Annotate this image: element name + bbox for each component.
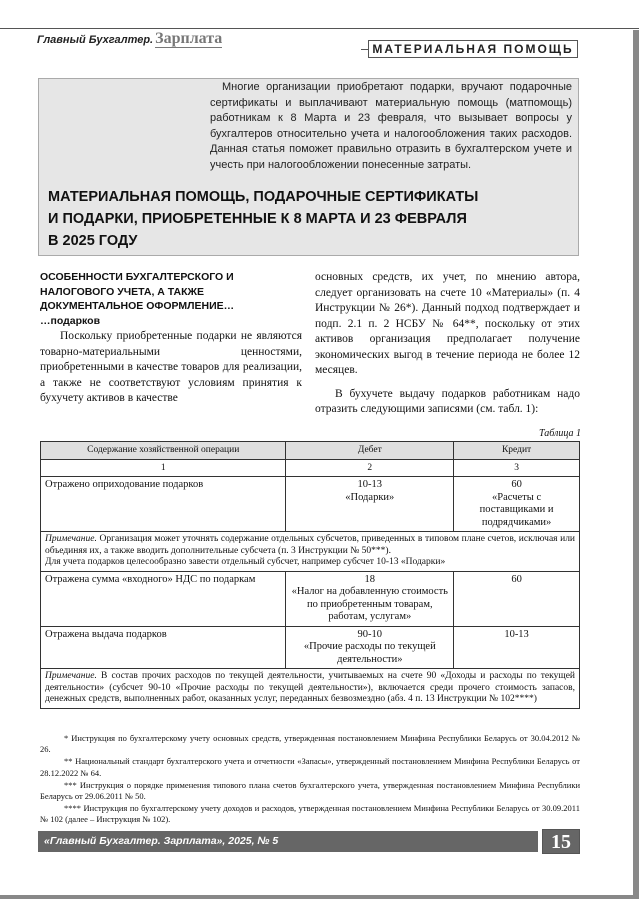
credit-cell	[454, 626, 580, 669]
journal-prefix: Главный Бухгалтер.	[37, 34, 154, 46]
table-header-cell: Дебет	[286, 442, 454, 460]
credit-code: 10-13	[504, 628, 529, 640]
table-note	[41, 532, 580, 572]
note-text: В состав прочих расходов по текущей деятельности, учитываемых на счете 90 «Доходы и расходы по текущей деятельности» (субсчет 90-10 «Прочие расходы по текущей деятельности»), включается среди прочего стоимость запасов, денежных средств, выполненных работ, оказанных услуг, переданных безвозмездно (абз. 4 п. 13 Инструкции № 102****)	[45, 671, 575, 704]
paragraph-right-1: основных средств, их учет, по мнению автора, следует организовать на счете 10 «Материалы» (п. 4 Инструкции № 26*). Данный подход подтверждает и подп. 2.1 п. 2 НСБУ № 64**, поскольку от этих активов организация предполагает получение экономических выгод в течение периода не более 12 месяцев.	[315, 271, 580, 376]
debit-name: «Налог на добавленную стоимость по приобретенным товарам, работам, услугам»	[291, 586, 448, 622]
table-note-row	[41, 669, 580, 709]
section-subsubheading: …подарков	[40, 314, 101, 327]
note-text-2: Для учета подарков целесообразно завести отдельный субсчет, например субсчет 10-13 «Подарки»	[45, 557, 446, 567]
operation-cell: Отражено оприходование подарков	[41, 477, 286, 532]
table-header-cell: Содержание хозяйственной операции	[41, 442, 286, 460]
column-number: 3	[454, 459, 580, 477]
title-line-2: И ПОДАРКИ, ПРИОБРЕТЕННЫЕ К 8 МАРТА И 23 ФЕВРАЛЯ	[48, 211, 467, 227]
title-line-3: В 2025 ГОДУ	[48, 233, 138, 249]
column-number: 1	[41, 459, 286, 477]
debit-cell	[286, 477, 454, 532]
footnote: *** Инструкция о порядке применения типового плана счетов бухгалтерского учета, утвержденная постановлением Минфина Республики Беларусь от 29.06.2011 № 50.	[40, 779, 580, 802]
debit-cell	[286, 571, 454, 626]
credit-name: «Расчеты с поставщиками и подрядчиками»	[479, 491, 554, 528]
debit-name: «Прочие расходы по текущей деятельности»	[303, 641, 436, 665]
table-header-cell: Кредит	[454, 442, 580, 460]
page-shadow-bottom	[0, 895, 639, 899]
journal-header	[37, 30, 222, 48]
page-shadow-right	[633, 30, 639, 899]
column-number: 2	[286, 459, 454, 477]
journal-brand: Зарплата	[155, 30, 223, 47]
footnote: * Инструкция по бухгалтерскому учету основных средств, утвержденная постановлением Минфина Республики Беларусь от 30.04.2012 № 26.	[40, 733, 580, 755]
credit-cell	[454, 571, 580, 626]
footnote: **** Инструкция по бухгалтерскому учету доходов и расходов, утвержденная постановлением Минфина Республики Беларусь от 30.09.2011 № 102 (далее – Инструкция № 102).	[40, 803, 580, 825]
accounting-table	[40, 441, 580, 709]
article-title	[48, 186, 568, 252]
paragraph-left: Поскольку приобретенные подарки не являются товарно-материальными ценностями, приобретенными в качестве товаров для реализации, а также не соответствуют условиям принятия к бухучету активов в качестве	[40, 330, 302, 404]
table-header-row	[41, 442, 580, 460]
note-text: Организация может уточнять содержание отдельных субсчетов, приведенных в типовом плане счетов, исключая или объединяя их, а также вводить дополнительные субсчета (п. 3 Инструкции № 50***).	[45, 534, 576, 556]
section-label: МАТЕРИАЛЬНАЯ ПОМОЩЬ	[368, 40, 578, 58]
footnotes	[40, 733, 580, 827]
footer-journal: «Главный Бухгалтер. Зарплата», 2025, № 5	[38, 831, 538, 852]
note-label: Примечание.	[45, 534, 97, 544]
table-number-row	[41, 459, 580, 477]
header-rule	[0, 28, 639, 29]
page-number: 15	[542, 829, 580, 854]
operation-cell: Отражена выдача подарков	[41, 626, 286, 669]
section-subheading: ОСОБЕННОСТИ БУХГАЛТЕРСКОГО И НАЛОГОВОГО УЧЕТА, А ТАКЖЕ ДОКУМЕНТАЛЬНОЕ ОФОРМЛЕНИЕ…	[40, 271, 235, 312]
lead-paragraph: Многие организации приобретают подарки, вручают подарочные сертификаты и выплачивают материальную помощь (матпомощь) работникам к 8 Марта и 23 февраля, что вызывает вопросы у бухгалтеров относительно учета и налогообложения таких расходов. Данная статья поможет правильно отразить в бухгалтерском учете и учесть при налогообложении понесенные затраты.	[210, 81, 572, 171]
operation-cell: Отражена сумма «входного» НДС по подаркам	[41, 571, 286, 626]
credit-code: 60	[511, 479, 522, 490]
left-column	[40, 270, 302, 407]
debit-code: 90-10	[357, 628, 383, 640]
debit-name: «Подарки»	[345, 491, 395, 503]
debit-code: 10-13	[357, 479, 383, 490]
table-row	[41, 571, 580, 626]
debit-cell	[286, 626, 454, 669]
right-column	[315, 270, 580, 418]
table-row	[41, 477, 580, 532]
credit-code: 60	[511, 573, 522, 585]
debit-code: 18	[364, 573, 376, 585]
table-note	[41, 669, 580, 709]
table-label: Таблица 1	[539, 428, 581, 439]
paragraph-right-2: В бухучете выдачу подарков работникам надо отразить следующими записями (см. табл. 1):	[315, 387, 580, 415]
table-row	[41, 626, 580, 669]
footnote: ** Национальный стандарт бухгалтерского учета и отчетности «Запасы», утвержденный постановлением Минфина Республики Беларусь от 28.12.2022 № 64.	[40, 756, 580, 778]
credit-cell	[454, 477, 580, 532]
note-label: Примечание.	[45, 671, 97, 681]
title-line-1: МАТЕРИАЛЬНАЯ ПОМОЩЬ, ПОДАРОЧНЫЕ СЕРТИФИКАТЫ	[48, 189, 479, 205]
table-note-row	[41, 532, 580, 572]
